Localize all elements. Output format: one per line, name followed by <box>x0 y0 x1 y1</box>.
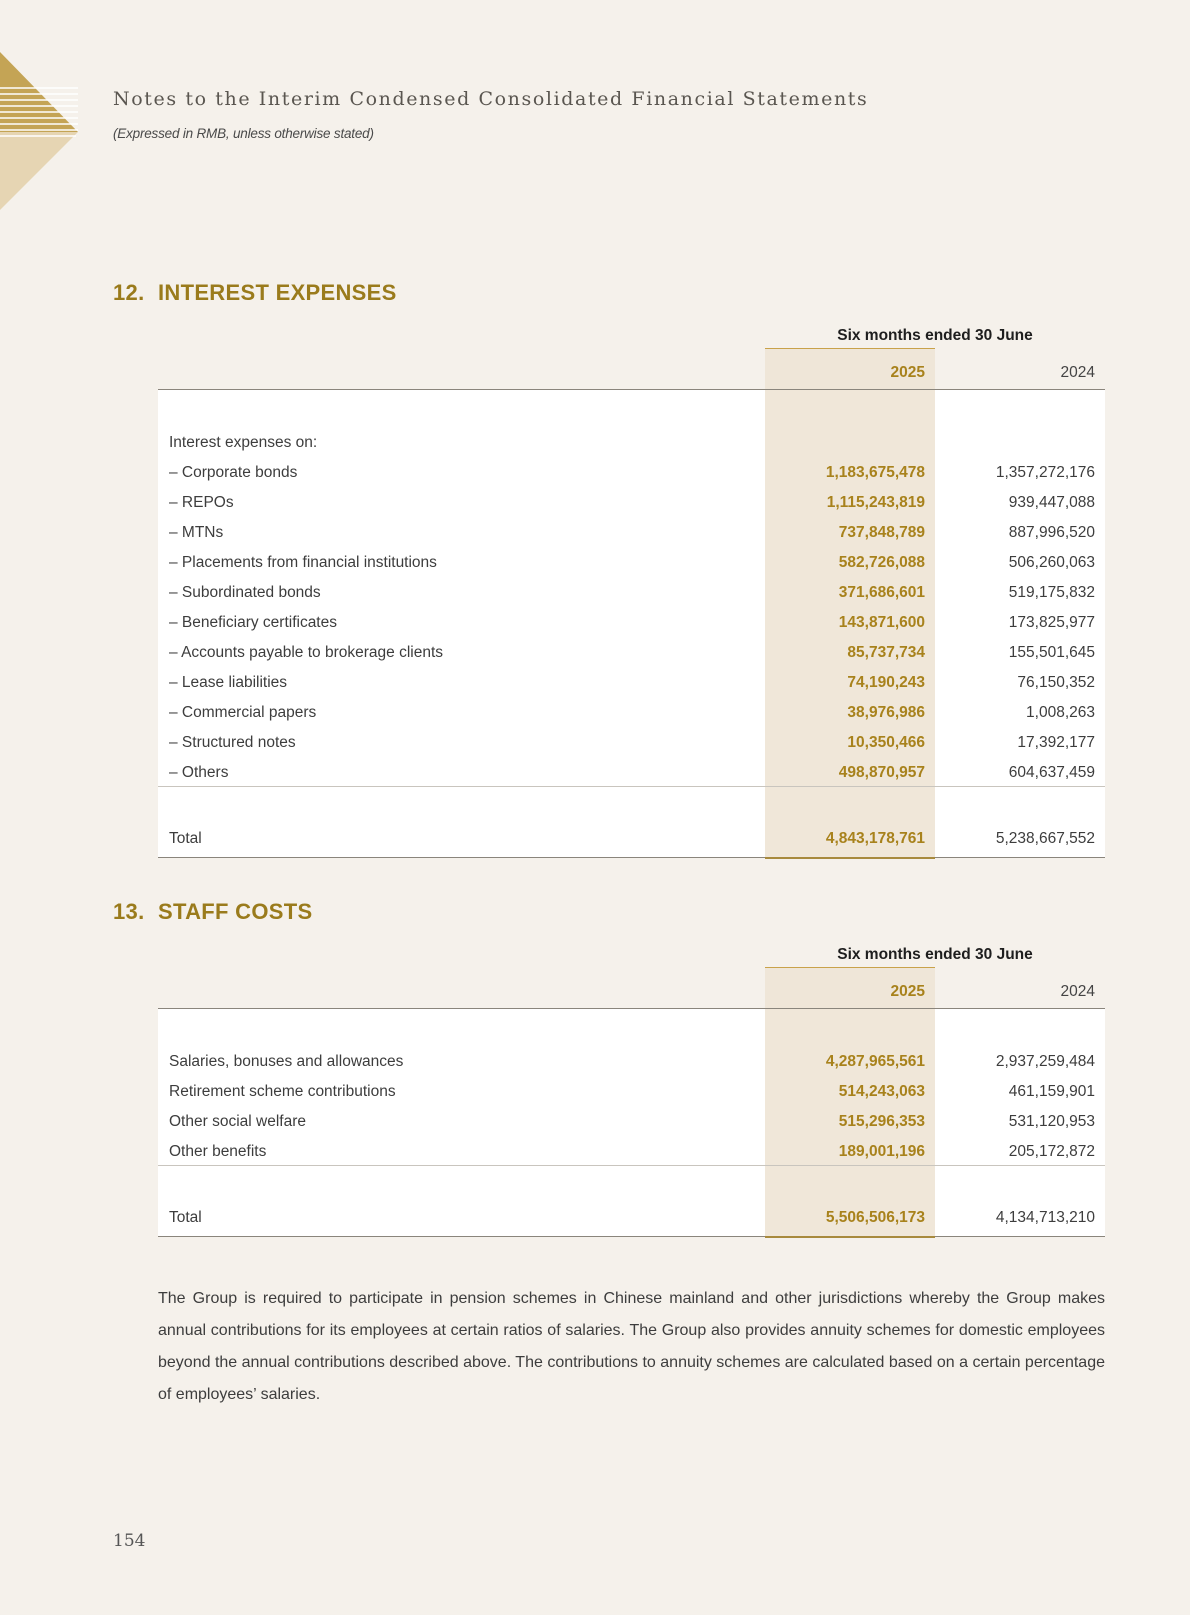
table-total-row: Total 4,843,178,761 5,238,667,552 <box>169 830 1095 847</box>
table-row: – REPOs 1,115,243,819 939,447,088 <box>169 494 1095 511</box>
current-column-bottom-accent <box>765 1236 935 1238</box>
table-row: – Commercial papers 38,976,986 1,008,263 <box>169 704 1095 721</box>
table-row: – MTNs 737,848,789 887,996,520 <box>169 524 1095 541</box>
section-heading-staff-costs <box>113 899 312 925</box>
section-title: INTEREST EXPENSES <box>158 280 397 305</box>
table-row: – Beneficiary certificates 143,871,600 173,825,977 <box>169 614 1095 631</box>
table-group-label: Interest expenses on: <box>169 434 318 451</box>
table-row: Other social welfare 515,296,353 531,120,953 <box>169 1113 1095 1130</box>
table-row: Other benefits 189,001,196 205,172,872 <box>169 1143 1095 1160</box>
section-number: 12. <box>113 280 145 305</box>
current-column-bottom-accent <box>765 857 935 859</box>
interest-expenses-table <box>158 327 1105 862</box>
table-row: – Lease liabilities 74,190,243 76,150,352 <box>169 674 1095 691</box>
column-header-prior: 2024 <box>1060 364 1095 381</box>
table-bottom-line <box>158 1236 1105 1237</box>
page-subtitle: (Expressed in RMB, unless otherwise stated) <box>113 126 374 141</box>
table-row: Salaries, bonuses and allowances 4,287,965,561 2,937,259,484 <box>169 1053 1095 1070</box>
table-row: – Placements from financial institutions 582,726,088 506,260,063 <box>169 554 1095 571</box>
section-number: 13. <box>113 899 145 924</box>
table-row: – Subordinated bonds 371,686,601 519,175,832 <box>169 584 1095 601</box>
table-row: – Corporate bonds 1,183,675,478 1,357,272,176 <box>169 464 1095 481</box>
table-total-row: Total 5,506,506,173 4,134,713,210 <box>169 1209 1095 1226</box>
table-row: – Structured notes 10,350,466 17,392,177 <box>169 734 1095 751</box>
period-label: Six months ended 30 June <box>837 327 1033 344</box>
section-heading-interest-expenses <box>113 280 397 306</box>
period-label: Six months ended 30 June <box>837 946 1033 963</box>
column-header-current: 2025 <box>890 364 925 381</box>
page-number: 154 <box>113 1531 146 1551</box>
subtotal-divider <box>158 786 1105 787</box>
subtotal-divider <box>158 1165 1105 1166</box>
staff-costs-note: The Group is required to participate in pension schemes in Chinese mainland and other jurisdictions whereby the Group makes annual contributions for its employees at certain ratios of salaries. The Group also provides annuity schemes for domestic employees beyond the annual contributions described above. The contributions to annuity schemes are calculated based on a certain percentage of employees’ salaries. <box>158 1290 1105 1403</box>
column-header-prior: 2024 <box>1060 983 1095 1000</box>
header-divider <box>158 1008 1105 1009</box>
page-title: Notes to the Interim Condensed Consolidated Financial Statements <box>113 88 869 110</box>
section-title: STAFF COSTS <box>158 899 313 924</box>
header-divider <box>158 389 1105 390</box>
table-row: Retirement scheme contributions 514,243,063 461,159,901 <box>169 1083 1095 1100</box>
table-row: – Accounts payable to brokerage clients 85,737,734 155,501,645 <box>169 644 1095 661</box>
corner-decoration-icon <box>0 52 80 212</box>
staff-costs-table <box>158 946 1105 1241</box>
table-bottom-line <box>158 857 1105 858</box>
column-header-current: 2025 <box>890 983 925 1000</box>
table-row: – Others 498,870,957 604,637,459 <box>169 764 1095 781</box>
